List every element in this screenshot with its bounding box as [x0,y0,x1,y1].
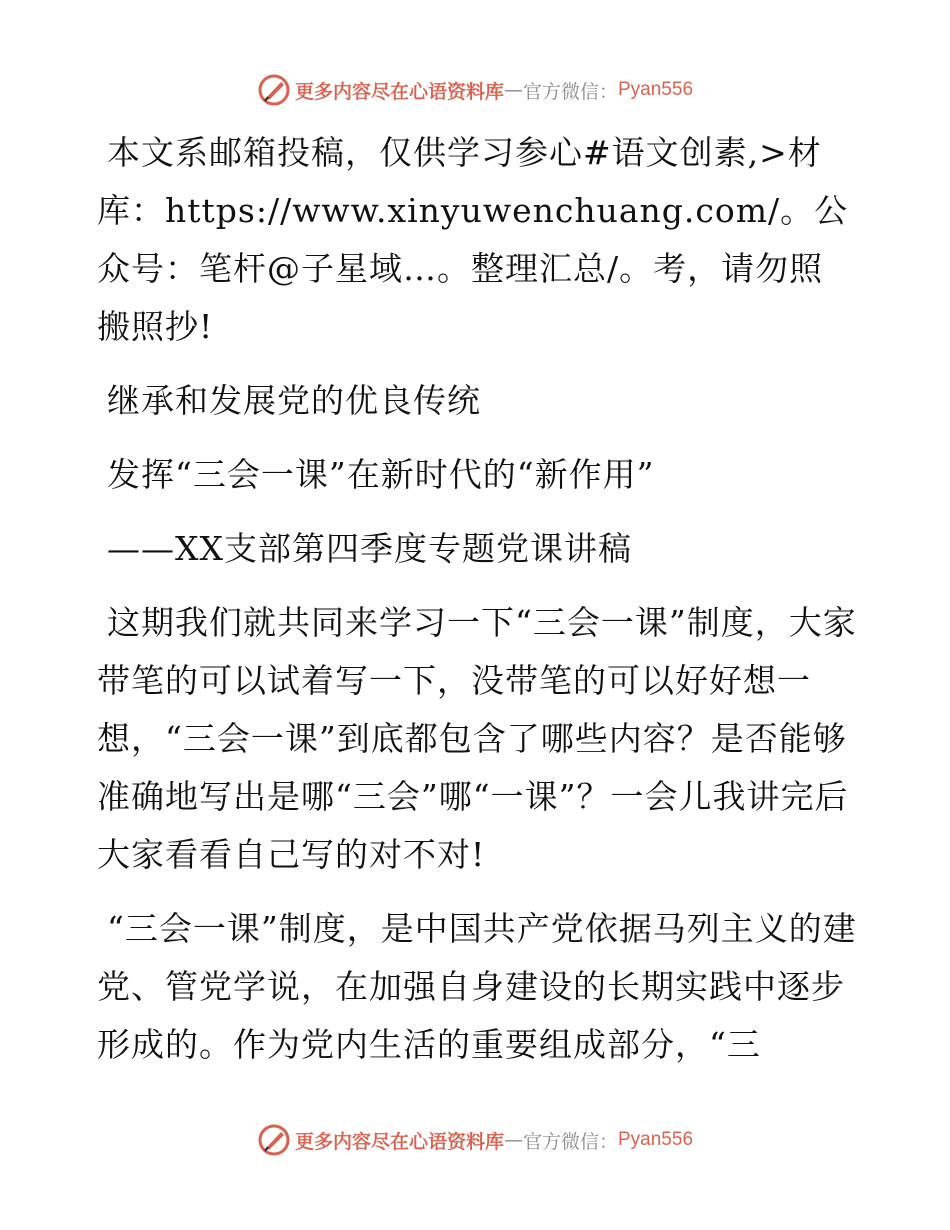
banner-dash: — [503,79,523,101]
banner-wechat-handle: Pyan556 [618,1129,694,1150]
banner-dash: — [503,1129,523,1151]
document-body [97,124,857,1090]
subtitle: ——XX支部第四季度专题党课讲稿 [107,529,632,568]
body-paragraph-1: 这期我们就共同来学习一下“三会一课”制度，大家带笔的可以试着写一下，没带笔的可以好好想一想，“三会一课”到底都包含了哪些内容？是否能够准确地写出是哪“三会”哪“一课”？一会儿我讲完后大家看看自己写的对不对! [97,603,857,874]
intro-paragraph: 本文系邮箱投稿，仅供学习参心#语文创素,>材库：https://www.xinyuwenchuang.com/。公众号：笔杆@子星域…。整理汇总/。考，请勿照搬照抄! [97,133,849,346]
title-line-2: 发挥“三会一课”在新时代的“新作用” [107,455,655,494]
banner-wechat-label: 官方微信： [522,1130,618,1153]
title-line-1: 继承和发展党的优良传统 [107,381,481,420]
banner-wechat-handle: Pyan556 [618,79,694,100]
header-banner [0,70,950,110]
footer-banner [0,1120,950,1160]
banner-main-text: 更多内容尽在心语资料库 [294,80,504,103]
body-paragraph-2: “三会一课”制度，是中国共产党依据马列主义的建党、管党学说，在加强自身建设的长期实践中逐步形成的。作为党内生活的重要组成部分，“三 [97,909,857,1064]
banner-main-text: 更多内容尽在心语资料库 [294,1130,504,1153]
feather-pen-logo-icon [257,1123,291,1157]
feather-pen-logo-icon [257,73,291,107]
banner-wechat-label: 官方微信： [522,80,618,103]
